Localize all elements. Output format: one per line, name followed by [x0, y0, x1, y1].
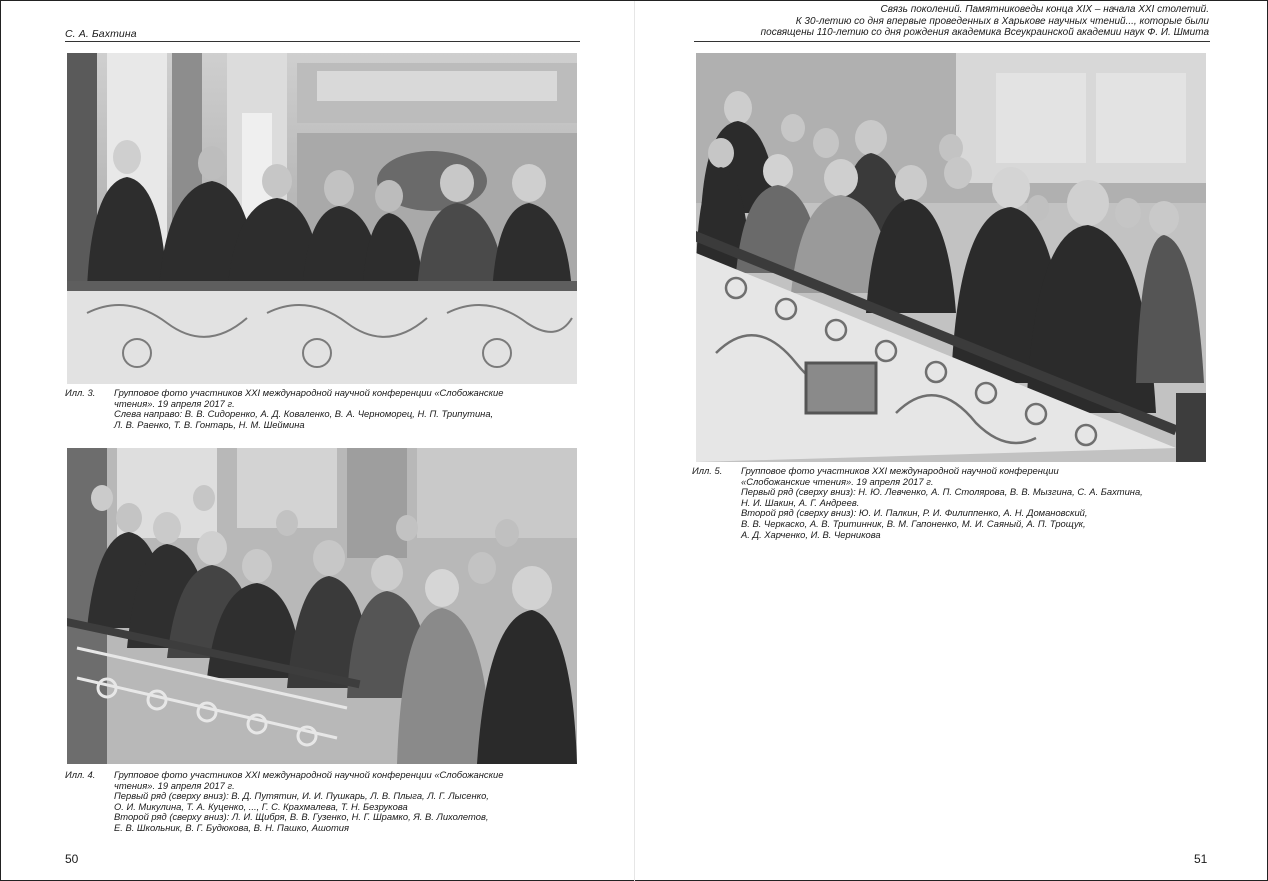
- running-title-line: Связь поколений. Памятниковеды конца XIX – начала XXI столетий.: [880, 4, 1209, 15]
- figure-3-caption-text: [114, 388, 585, 430]
- left-page: [1, 1, 634, 881]
- figure-5-label: Илл. 5.: [692, 465, 723, 476]
- caption-line: А. Д. Харченко, И. В. Черникова: [741, 528, 881, 540]
- figure-5-caption: [692, 466, 1222, 540]
- running-title-line: К 30-летию со дня впервые проведенных в Харькове научных чтений..., которые были: [795, 15, 1209, 27]
- caption-line: чтения». 19 апреля 2017 г.: [114, 779, 235, 791]
- caption-line: Первый ряд (сверху вниз): В. Д. Путятин, И. И. Пушкарь, Л. В. Плыга, Л. Г. Лысенко,: [114, 790, 489, 802]
- figure-4-photo: [67, 448, 577, 764]
- figure-3-caption: [65, 388, 585, 430]
- figure-4-caption-text: [114, 770, 585, 834]
- caption-line: Н. И. Шакин, А. Г. Андреев.: [741, 496, 860, 508]
- caption-line: Первый ряд (сверху вниз): Н. Ю. Левченко, А. П. Столярова, В. В. Мызгина, С. А. Бахтина,: [741, 486, 1143, 498]
- figure-4-caption: [65, 770, 585, 834]
- right-page: [635, 1, 1268, 881]
- caption-line: В. В. Черкаско, А. В. Тритинник, В. М. Гапоненко, М. И. Саяный, А. П. Трощук,: [741, 517, 1086, 529]
- caption-line: Второй ряд (сверху вниз): Ю. И. Палкин, Р. И. Филиппенко, А. Н. Домановский,: [741, 507, 1088, 519]
- caption-line: Е. В. Школьник, В. Г. Будюкова, В. Н. Пашко, Ашотия: [114, 821, 349, 833]
- figure-5-photo: [696, 53, 1206, 462]
- caption-line: Групповое фото участников XXI международной научной конференции: [741, 465, 1059, 476]
- caption-line: «Слобожанские чтения». 19 апреля 2017 г.: [741, 475, 934, 487]
- running-title-book: [675, 4, 1209, 39]
- running-title-author: С. А. Бахтина: [65, 28, 137, 40]
- page-number-left: 50: [65, 852, 79, 866]
- header-rule: [694, 41, 1210, 42]
- figure-3-label: Илл. 3.: [65, 387, 96, 398]
- caption-line: Л. В. Раенко, Т. В. Гонтарь, Н. М. Шеймина: [114, 418, 305, 430]
- running-title-line: посвящены 110-летию со дня рождения академика Всеукраинской академии наук Ф. И. Шмита: [760, 27, 1209, 38]
- caption-line: Групповое фото участников XXI международной научной конференции «Слобожанские: [114, 387, 504, 398]
- figure-3-photo: [67, 53, 577, 384]
- caption-line: Второй ряд (сверху вниз): Л. И. Щибря, В. В. Гузенко, Н. Г. Шрамко, Я. В. Лихолетов,: [114, 811, 489, 823]
- page-number-right: 51: [1194, 852, 1208, 866]
- header-rule: [65, 41, 580, 42]
- caption-line: Слева направо: В. В. Сидоренко, А. Д. Коваленко, В. А. Черноморец, Н. П. Трипутина,: [114, 408, 494, 420]
- caption-line: О. И. Микулина, Т. А. Куценко, ..., Г. С. Крахмалева, Т. Н. Безрукова: [114, 800, 408, 812]
- caption-line: Групповое фото участников XXI международной научной конференции «Слобожанские: [114, 769, 504, 780]
- figure-5-caption-text: [741, 466, 1222, 540]
- figure-4-label: Илл. 4.: [65, 769, 96, 780]
- caption-line: чтения». 19 апреля 2017 г.: [114, 397, 235, 409]
